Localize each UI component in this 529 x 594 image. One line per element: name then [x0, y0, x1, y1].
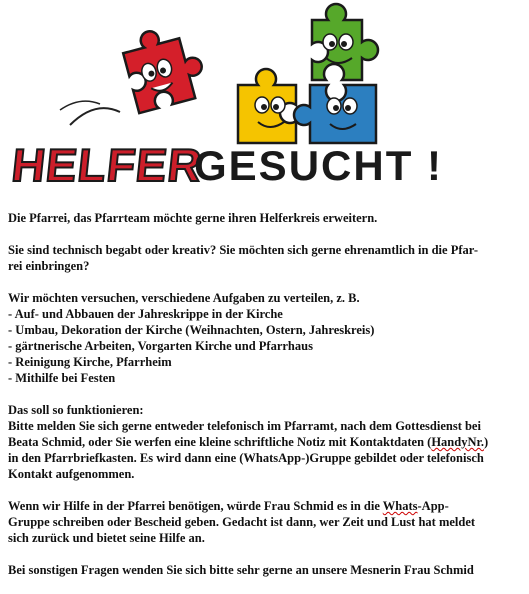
how-paragraph — [8, 402, 520, 482]
intro-paragraph: Die Pfarrei, das Pfarrteam möchte gerne ihren Helferkreis erweitern. — [8, 211, 378, 225]
task-item: - Auf- und Abbauen der Jahreskrippe in der Kirche — [8, 307, 283, 321]
document-body — [8, 210, 520, 594]
question-paragraph — [8, 242, 520, 274]
tasks-paragraph — [8, 290, 520, 386]
title-word-gesucht — [194, 142, 443, 190]
motion-line — [70, 108, 120, 125]
title-word-gesucht-text: GESUCHT — [194, 142, 414, 189]
title-exclamation: ! — [427, 142, 444, 189]
spellcheck-word: HandyNr. — [431, 435, 485, 449]
tasks-intro: Wir möchten versuchen, verschiedene Aufgaben zu verteilen, z. B. — [8, 291, 360, 305]
help-line: sich zurück und bietet seine Hilfe an. — [8, 531, 205, 545]
task-item: - Reinigung Kirche, Pfarrheim — [8, 355, 172, 369]
blue-puzzle-piece-icon — [294, 85, 376, 143]
task-item: - Umbau, Dekoration der Kirche (Weihnachten, Ostern, Jahreskreis) — [8, 323, 375, 337]
help-line-text: Wenn wir Hilfe in der Pfarrei benötigen, würde Frau Schmid es in die — [8, 499, 383, 513]
help-line — [8, 498, 520, 514]
how-title: Das soll so funktionieren: — [8, 403, 144, 417]
task-item: - gärtnerische Arbeiten, Vorgarten Kirche und Pfarrhaus — [8, 339, 313, 353]
question-line: Sie sind technisch begabt oder kreativ? Sie möchten sich gerne ehrenamtlich in die Pfar- — [8, 243, 479, 257]
help-paragraph — [8, 498, 520, 546]
task-item: - Mithilfe bei Festen — [8, 371, 116, 385]
final-paragraph: Bei sonstigen Fragen wenden Sie sich bitte sehr gerne an unsere Mesnerin Frau Schmid — [8, 563, 474, 577]
how-line: in den Pfarrbriefkasten. Es wird dann eine (WhatsApp-)Gruppe gebildet oder telefonisch — [8, 451, 484, 465]
help-line-text: -App- — [417, 499, 449, 513]
helfer-gesucht-banner — [0, 0, 529, 200]
how-line — [8, 434, 520, 450]
question-line: rei einbringen? — [8, 259, 90, 273]
how-line-text: Beata Schmid, oder Sie werfen eine kleine schriftliche Notiz mit Kontaktdaten ( — [8, 435, 432, 449]
how-line: Bitte melden Sie sich gerne entweder telefonisch im Pfarramt, nach dem Gottesdienst bei — [8, 419, 481, 433]
banner-title — [8, 138, 508, 196]
green-puzzle-piece-icon — [312, 4, 378, 80]
help-line: Gruppe schreiben oder Bescheid geben. Gedacht ist dann, wer Zeit und Lust hat meldet — [8, 515, 476, 529]
spellcheck-word: Whats — [382, 499, 418, 513]
how-line-text: ) — [484, 435, 489, 449]
red-puzzle-piece-icon — [119, 20, 209, 113]
title-word-helfer: HELFER — [9, 139, 205, 191]
how-line: Kontakt aufgenommen. — [8, 467, 135, 481]
yellow-puzzle-piece-icon — [238, 69, 296, 143]
